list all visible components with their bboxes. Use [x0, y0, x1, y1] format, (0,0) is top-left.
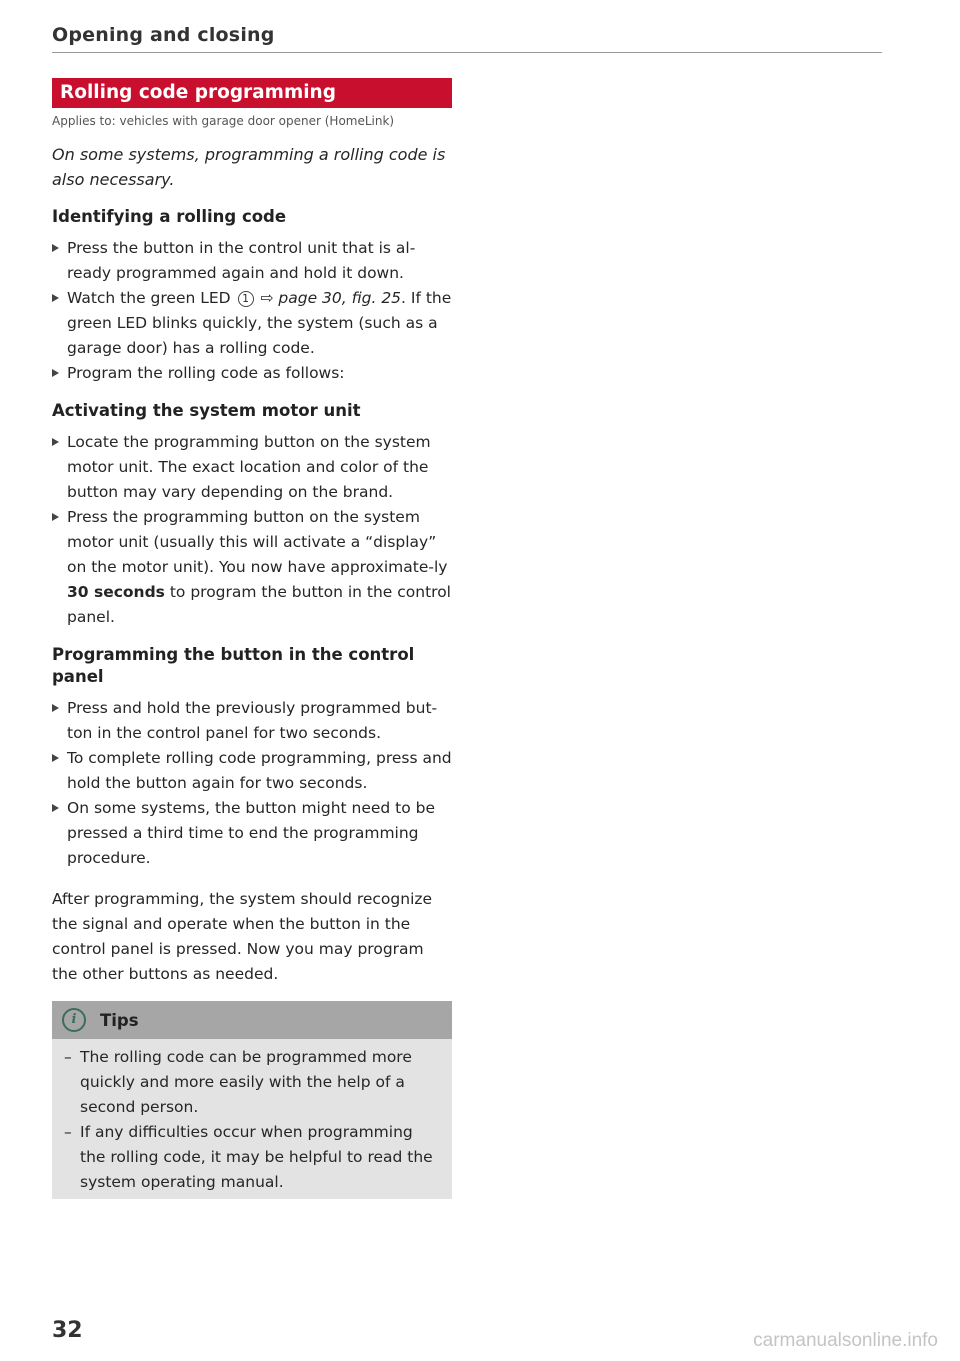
- triangle-bullet-icon: [52, 704, 59, 712]
- triangle-bullet-icon: [52, 244, 59, 252]
- step-text: Press the programming button on the system motor unit (usually this will activate a “display” on the motor unit). You now have approximate-ly: [67, 508, 448, 576]
- triangle-bullet-icon: [52, 513, 59, 521]
- section-title: Rolling code programming: [52, 78, 452, 108]
- step-text: Locate the programming button on the system motor unit. The exact location and color of the button may vary depending on the brand.: [67, 433, 431, 501]
- watermark: carmanualsonline.info: [753, 1330, 938, 1351]
- tip-text: If any difficulties occur when programming the rolling code, it may be helpful to read the system operating manual.: [80, 1123, 433, 1191]
- triangle-bullet-icon: [52, 754, 59, 762]
- info-icon: i: [62, 1008, 86, 1032]
- after-programming-paragraph: After programming, the system should recognize the signal and operate when the button in the control panel is pressed. Now you may program the other buttons as needed.: [52, 890, 433, 983]
- heading-activate: Activating the system motor unit: [52, 401, 361, 420]
- step-text: Watch the green LED: [67, 289, 231, 307]
- applies-to-note: Applies to: vehicles with garage door opener (HomeLink): [52, 114, 395, 128]
- step-item: [52, 286, 452, 361]
- heading-program: Programming the button in the control panel: [52, 645, 415, 686]
- activate-steps: [52, 430, 452, 630]
- main-column: [52, 78, 452, 1199]
- emphasis-duration: 30 seconds: [67, 583, 165, 601]
- dash-bullet: –: [64, 1123, 72, 1141]
- step-item: [52, 505, 452, 630]
- step-item: [52, 746, 452, 796]
- page-reference-link[interactable]: ⇨ page 30, fig. 25: [260, 289, 402, 307]
- step-item: [52, 696, 452, 746]
- program-steps: [52, 696, 452, 871]
- tip-text: The rolling code can be programmed more quickly and more easily with the help of a second person.: [80, 1048, 412, 1116]
- triangle-bullet-icon: [52, 294, 59, 302]
- triangle-bullet-icon: [52, 438, 59, 446]
- tip-item: [64, 1045, 438, 1120]
- step-text-continued: to program the button in the control panel.: [67, 583, 451, 626]
- step-text: Press the button in the control unit that is al-ready programmed again and hold it down.: [67, 239, 416, 282]
- tips-box: [52, 1001, 452, 1199]
- tips-header: [52, 1001, 452, 1039]
- page-number: 32: [52, 1318, 83, 1343]
- triangle-bullet-icon: [52, 804, 59, 812]
- step-text: Press and hold the previously programmed but-ton in the control panel for two seconds.: [67, 699, 438, 742]
- callout-number-icon: 1: [238, 291, 254, 307]
- step-text-continued: . If the green LED blinks quickly, the system (such as a garage door) has a rolling code.: [67, 289, 452, 357]
- step-text: To complete rolling code programming, press and hold the button again for two seconds.: [67, 749, 452, 792]
- step-item: [52, 236, 452, 286]
- step-item: [52, 796, 452, 871]
- tips-list: [52, 1039, 452, 1199]
- identify-steps: [52, 236, 452, 386]
- step-text: Program the rolling code as follows:: [67, 364, 345, 382]
- header-divider: [52, 52, 882, 53]
- tip-item: [64, 1120, 438, 1195]
- tips-title: Tips: [100, 1010, 139, 1030]
- heading-identify: Identifying a rolling code: [52, 207, 287, 226]
- triangle-bullet-icon: [52, 369, 59, 377]
- intro-text: On some systems, programming a rolling code is also necessary.: [52, 145, 446, 189]
- step-item: [52, 361, 452, 386]
- page-header-title: Opening and closing: [52, 24, 275, 46]
- step-text: On some systems, the button might need to be pressed a third time to end the programming procedure.: [67, 799, 436, 867]
- step-item: [52, 430, 452, 505]
- dash-bullet: –: [64, 1048, 72, 1066]
